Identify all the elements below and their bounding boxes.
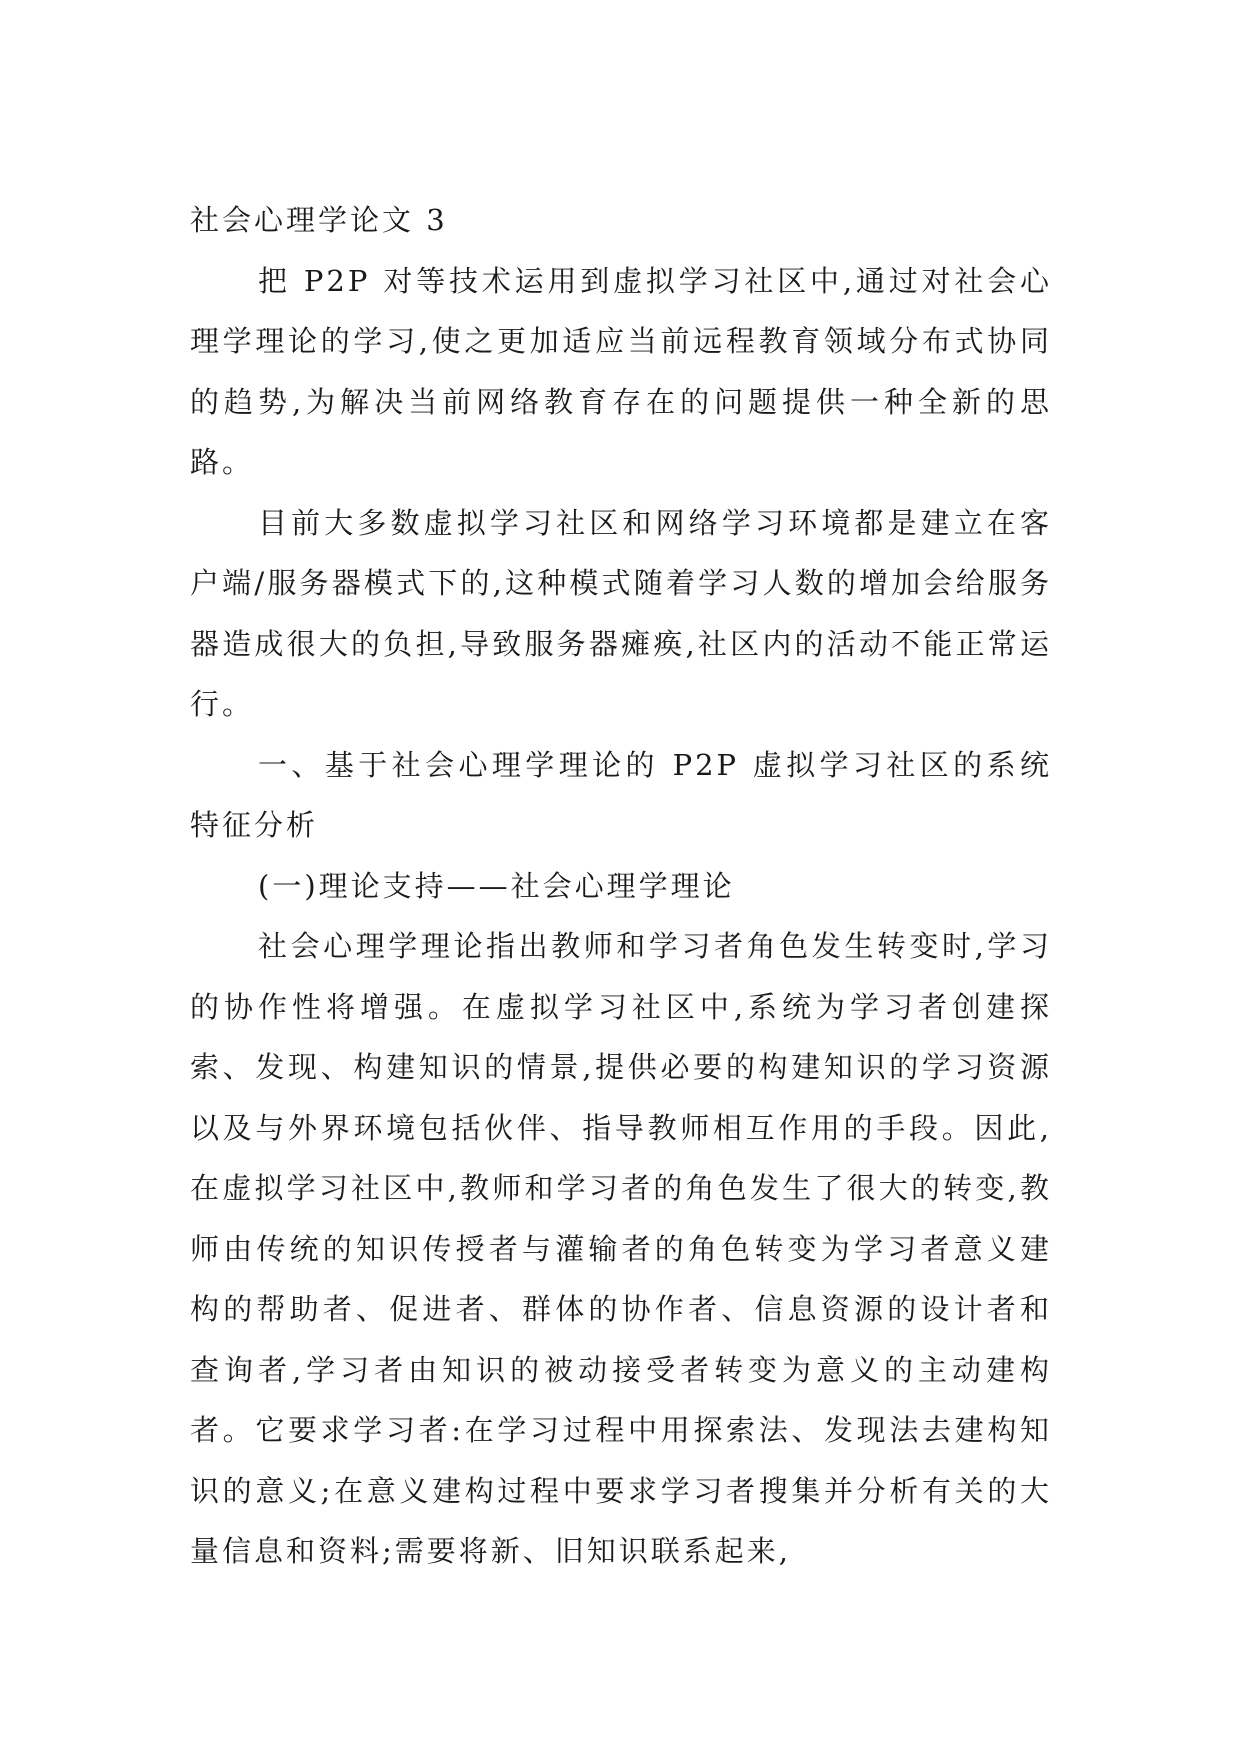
paragraph-intro: 把 P2P 对等技术运用到虚拟学习社区中,通过对社会心理学理论的学习,使之更加适应当前远程教育领域分布式协同的趋势,为解决当前网络教育存在的问题提供一种全新的思路。: [190, 263, 1052, 479]
subsection-heading: (一)理论支持——社会心理学理论: [258, 868, 735, 903]
document-title: 社会心理学论文 3: [190, 203, 448, 237]
document-body: [190, 190, 1052, 1582]
paragraph-background: 目前大多数虚拟学习社区和网络学习环境都是建立在客户端/服务器模式下的,这种模式随着学习人数的增加会给服务器造成很大的负担,导致服务器瘫痪,社区内的活动不能正常运行。: [190, 505, 1052, 721]
section-heading: 一、基于社会心理学理论的 P2P 虚拟学习社区的系统特征分析: [190, 747, 1052, 842]
paragraph-theory: 社会心理学理论指出教师和学习者角色发生转变时,学习的协作性将增强。在虚拟学习社区中,系统为学习者创建探索、发现、构建知识的情景,提供必要的构建知识的学习资源以及与外界环境包括伙伴、指导教师相互作用的手段。因此,在虚拟学习社区中,教师和学习者的角色发生了很大的转变,教师由传统的知识传授者与灌输者的角色转变为学习者意义建构的帮助者、促进者、群体的协作者、信息资源的设计者和查询者,学习者由知识的被动接受者转变为意义的主动建构者。它要求学习者:在学习过程中用探索法、发现法去建构知识的意义;在意义建构过程中要求学习者搜集并分析有关的大量信息和资料;需要将新、旧知识联系起来,: [190, 929, 1052, 1568]
